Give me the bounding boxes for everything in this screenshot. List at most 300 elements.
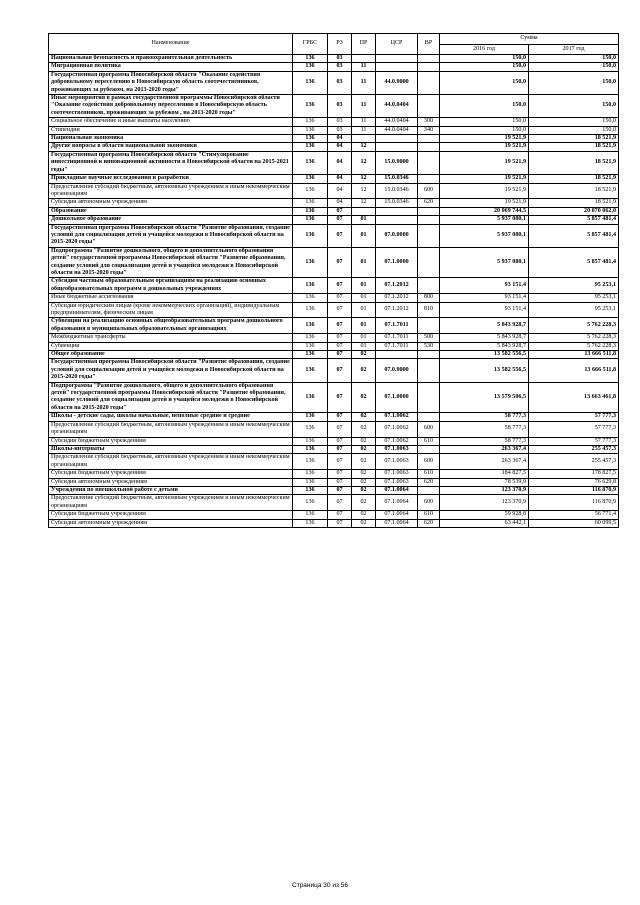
row-rz-cell: 07 <box>328 302 352 318</box>
row-pr-cell: 02 <box>352 413 376 421</box>
row-2016-value: 184 827,5 <box>440 470 529 478</box>
row-2017-value: 57 777,3 <box>529 437 619 445</box>
row-2017-value: 18 521,9 <box>529 143 619 151</box>
row-name-cell: Другие вопросы в области национальной экономики <box>49 143 293 151</box>
row-2016-value: 19 521,9 <box>440 151 529 174</box>
row-name-cell: Государственная программа Новосибирской области "Развитие образования, создание условий для социализации детей и учащейся молодежи в Новосибирской области на 2015-2020 годы" <box>49 224 293 247</box>
row-grbs-cell: 136 <box>293 454 328 470</box>
table-row <box>49 135 619 143</box>
row-csr-cell: 44.0.0404 <box>376 95 418 118</box>
row-grbs-cell: 136 <box>293 71 328 94</box>
row-name-cell: Предоставление субсидий бюджетным, автономным учреждениям и иным некоммерческим организациям <box>49 454 293 470</box>
row-csr-cell: 15.0.0346 <box>376 175 418 183</box>
row-2017-value: 56 771,4 <box>529 511 619 519</box>
row-name-cell: Подпрограмма "Развитие дошкольного, общего и дополнительного образования детей" государственной программы Новосибирской области "Развитие образования, создание условий для социализации детей и учащейся молодежи в Новосибирской области на 2015-2020 годы" <box>49 382 293 413</box>
row-2016-value: 13 579 506,5 <box>440 382 529 413</box>
row-rz-cell: 03 <box>328 126 352 134</box>
row-2016-value: 5 937 080,1 <box>440 247 529 278</box>
row-rz-cell: 07 <box>328 470 352 478</box>
row-name-cell: Прикладные научные исследования и разработки <box>49 175 293 183</box>
row-pr-cell: 02 <box>352 421 376 437</box>
row-2017-value: 5 857 481,4 <box>529 247 619 278</box>
row-pr-cell: 01 <box>352 278 376 294</box>
row-grbs-cell: 136 <box>293 126 328 134</box>
row-name-cell: Субсидии бюджетным учреждениям <box>49 511 293 519</box>
row-rz-cell: 07 <box>328 454 352 470</box>
row-name-cell: Государственная программа Новосибирской области "Стимулирование инвестиционной и инновационной активности в Новосибирской области на 2015-2021 годы" <box>49 151 293 174</box>
row-name-cell: Межбюджетные трансферты <box>49 334 293 342</box>
table-row <box>49 71 619 94</box>
row-vr-cell <box>418 359 440 382</box>
row-vr-cell: 600 <box>418 495 440 511</box>
row-2017-value: 150,0 <box>529 118 619 126</box>
table-row <box>49 183 619 199</box>
row-grbs-cell: 136 <box>293 413 328 421</box>
row-csr-cell: 44.0.0404 <box>376 126 418 134</box>
row-name-cell: Школы-интернаты <box>49 445 293 453</box>
row-2016-value: 93 151,4 <box>440 294 529 302</box>
row-2016-value: 19 521,9 <box>440 199 529 207</box>
row-pr-cell: 02 <box>352 351 376 359</box>
row-vr-cell <box>418 382 440 413</box>
row-csr-cell: 07.1.0063 <box>376 454 418 470</box>
row-grbs-cell: 136 <box>293 511 328 519</box>
row-rz-cell: 03 <box>328 118 352 126</box>
row-pr-cell: 01 <box>352 247 376 278</box>
row-2016-value: 63 442,1 <box>440 519 529 527</box>
row-vr-cell: 800 <box>418 294 440 302</box>
row-2016-value: 150,0 <box>440 126 529 134</box>
row-2016-value: 150,0 <box>440 63 529 71</box>
row-vr-cell <box>418 318 440 334</box>
row-vr-cell <box>418 351 440 359</box>
row-csr-cell: 07.1.7011 <box>376 342 418 350</box>
table-row <box>49 126 619 134</box>
row-2016-value: 150,0 <box>440 118 529 126</box>
row-2016-value: 150,0 <box>440 55 529 63</box>
row-name-cell: Государственная программа Новосибирской области "Оказание содействия добровольному переселению в Новосибирскую область соотечественников, проживающих за рубежом, на 2013-2020 годы" <box>49 71 293 94</box>
row-name-cell: Национальная безопасность и правоохранительная деятельность <box>49 55 293 63</box>
row-name-cell: Субсидии автономным учреждениям <box>49 478 293 486</box>
row-pr-cell: 01 <box>352 302 376 318</box>
row-grbs-cell: 136 <box>293 519 328 527</box>
row-vr-cell <box>418 224 440 247</box>
table-body <box>49 55 619 528</box>
row-rz-cell: 07 <box>328 437 352 445</box>
row-vr-cell: 610 <box>418 437 440 445</box>
row-name-cell: Субсидии автономным учреждениям <box>49 519 293 527</box>
row-vr-cell <box>418 216 440 224</box>
row-vr-cell <box>418 63 440 71</box>
table-row <box>49 278 619 294</box>
row-vr-cell: 340 <box>418 126 440 134</box>
row-2017-value: 95 253,1 <box>529 302 619 318</box>
row-pr-cell: 12 <box>352 183 376 199</box>
row-grbs-cell: 136 <box>293 495 328 511</box>
table-row <box>49 351 619 359</box>
row-2017-value: 116 870,9 <box>529 495 619 511</box>
row-2016-value: 58 777,3 <box>440 437 529 445</box>
row-pr-cell: 11 <box>352 71 376 94</box>
row-name-cell: Учреждения по внешкольной работе с детьми <box>49 486 293 494</box>
row-grbs-cell: 136 <box>293 207 328 215</box>
row-vr-cell: 610 <box>418 511 440 519</box>
row-rz-cell: 07 <box>328 495 352 511</box>
row-pr-cell: 01 <box>352 334 376 342</box>
row-2017-value: 18 521,9 <box>529 175 619 183</box>
row-pr-cell: 01 <box>352 224 376 247</box>
table-row <box>49 478 619 486</box>
row-csr-cell: 07.1.0000 <box>376 247 418 278</box>
row-csr-cell <box>376 207 418 215</box>
row-csr-cell: 07.1.7011 <box>376 318 418 334</box>
row-csr-cell: 15.0.0346 <box>376 199 418 207</box>
row-csr-cell: 07.1.0064 <box>376 486 418 494</box>
table-row <box>49 294 619 302</box>
table-row <box>49 216 619 224</box>
row-grbs-cell: 136 <box>293 224 328 247</box>
table-row <box>49 143 619 151</box>
table-row <box>49 175 619 183</box>
table-row <box>49 224 619 247</box>
row-rz-cell: 07 <box>328 216 352 224</box>
row-rz-cell: 07 <box>328 334 352 342</box>
row-2016-value: 123 370,9 <box>440 486 529 494</box>
row-pr-cell: 02 <box>352 486 376 494</box>
row-2017-value: 5 762 228,3 <box>529 318 619 334</box>
row-csr-cell: 07.1.2012 <box>376 278 418 294</box>
row-vr-cell: 300 <box>418 118 440 126</box>
row-2017-value: 13 666 511,8 <box>529 359 619 382</box>
row-csr-cell: 07.1.0062 <box>376 437 418 445</box>
row-grbs-cell: 136 <box>293 359 328 382</box>
table-row <box>49 247 619 278</box>
table-row <box>49 95 619 118</box>
row-2016-value: 78 539,9 <box>440 478 529 486</box>
row-rz-cell: 04 <box>328 151 352 174</box>
row-2016-value: 93 151,4 <box>440 302 529 318</box>
row-pr-cell <box>352 207 376 215</box>
table-row <box>49 302 619 318</box>
row-name-cell: Школы - детские сады, школы начальные, неполные средние и средние <box>49 413 293 421</box>
row-csr-cell: 07.0.0000 <box>376 359 418 382</box>
row-csr-cell: 07.1.2012 <box>376 302 418 318</box>
table-row <box>49 207 619 215</box>
row-grbs-cell: 136 <box>293 199 328 207</box>
row-grbs-cell: 136 <box>293 318 328 334</box>
row-grbs-cell: 136 <box>293 351 328 359</box>
row-name-cell: Стипендии <box>49 126 293 134</box>
row-2016-value: 19 521,9 <box>440 175 529 183</box>
row-vr-cell <box>418 95 440 118</box>
row-pr-cell: 01 <box>352 318 376 334</box>
table-row <box>49 55 619 63</box>
row-name-cell: Государственная программа Новосибирской области "Развитие образования, создание условий для социализации детей и учащейся молодежи в Новосибирской области на 2015-2020 годы" <box>49 359 293 382</box>
row-rz-cell: 07 <box>328 294 352 302</box>
row-2017-value: 150,0 <box>529 55 619 63</box>
row-rz-cell: 07 <box>328 351 352 359</box>
row-vr-cell <box>418 143 440 151</box>
row-2016-value: 20 069 744,5 <box>440 207 529 215</box>
row-rz-cell: 07 <box>328 224 352 247</box>
row-rz-cell: 07 <box>328 519 352 527</box>
table-row <box>49 413 619 421</box>
row-2017-value: 150,0 <box>529 63 619 71</box>
row-rz-cell: 07 <box>328 318 352 334</box>
table-row <box>49 118 619 126</box>
row-2016-value: 123 370,9 <box>440 495 529 511</box>
row-pr-cell: 02 <box>352 478 376 486</box>
row-2017-value: 18 521,9 <box>529 183 619 199</box>
row-grbs-cell: 136 <box>293 175 328 183</box>
row-csr-cell <box>376 135 418 143</box>
row-2016-value: 19 521,9 <box>440 135 529 143</box>
row-2016-value: 58 777,3 <box>440 413 529 421</box>
row-2017-value: 95 253,1 <box>529 294 619 302</box>
row-2017-value: 255 457,3 <box>529 445 619 453</box>
col-csr-header: ЦСР <box>376 34 418 55</box>
row-2017-value: 150,0 <box>529 126 619 134</box>
row-csr-cell: 07.1.0062 <box>376 413 418 421</box>
row-grbs-cell: 136 <box>293 63 328 71</box>
row-vr-cell: 600 <box>418 421 440 437</box>
table-row <box>49 63 619 71</box>
row-csr-cell: 15.0.0346 <box>376 183 418 199</box>
row-pr-cell: 02 <box>352 511 376 519</box>
row-rz-cell: 07 <box>328 511 352 519</box>
row-vr-cell: 610 <box>418 470 440 478</box>
row-grbs-cell: 136 <box>293 478 328 486</box>
col-2017-header: 2017 год <box>529 45 619 55</box>
table-row <box>49 359 619 382</box>
row-pr-cell: 01 <box>352 216 376 224</box>
row-2016-value: 93 151,4 <box>440 278 529 294</box>
row-csr-cell <box>376 351 418 359</box>
row-2017-value: 18 521,9 <box>529 135 619 143</box>
row-pr-cell: 02 <box>352 359 376 382</box>
row-vr-cell <box>418 445 440 453</box>
row-vr-cell: 810 <box>418 302 440 318</box>
row-name-cell: Иные мероприятия в рамках государственной программы Новосибирской области "Оказание содействия добровольному переселению в Новосибирскую область соотечественников, проживающих за рубежом , на 2013-2020 годы" <box>49 95 293 118</box>
row-2017-value: 57 777,3 <box>529 421 619 437</box>
table-row <box>49 199 619 207</box>
row-grbs-cell: 136 <box>293 421 328 437</box>
row-vr-cell <box>418 207 440 215</box>
row-2016-value: 13 582 556,5 <box>440 351 529 359</box>
table-row <box>49 519 619 527</box>
row-rz-cell: 04 <box>328 135 352 143</box>
row-2017-value: 150,0 <box>529 95 619 118</box>
row-pr-cell: 11 <box>352 63 376 71</box>
row-csr-cell <box>376 216 418 224</box>
col-grbs-header: ГРБС <box>293 34 328 55</box>
row-csr-cell: 07.1.0063 <box>376 470 418 478</box>
row-name-cell: Предоставление субсидий бюджетным, автономным учреждениям и иным некоммерческим организациям <box>49 495 293 511</box>
row-grbs-cell: 136 <box>293 143 328 151</box>
row-grbs-cell: 136 <box>293 334 328 342</box>
row-2016-value: 13 582 556,5 <box>440 359 529 382</box>
row-pr-cell: 02 <box>352 470 376 478</box>
row-rz-cell: 03 <box>328 55 352 63</box>
row-rz-cell: 07 <box>328 342 352 350</box>
row-grbs-cell: 136 <box>293 294 328 302</box>
row-2017-value: 18 521,9 <box>529 199 619 207</box>
table-row <box>49 445 619 453</box>
row-pr-cell: 12 <box>352 151 376 174</box>
row-2017-value: 95 253,1 <box>529 278 619 294</box>
row-2016-value: 59 928,8 <box>440 511 529 519</box>
row-2017-value: 5 857 481,4 <box>529 216 619 224</box>
row-rz-cell: 04 <box>328 175 352 183</box>
row-grbs-cell: 136 <box>293 118 328 126</box>
row-rz-cell: 07 <box>328 421 352 437</box>
row-2016-value: 5 937 080,1 <box>440 216 529 224</box>
row-csr-cell: 07.1.0063 <box>376 445 418 453</box>
row-name-cell: Образование <box>49 207 293 215</box>
row-rz-cell: 04 <box>328 143 352 151</box>
row-pr-cell: 11 <box>352 95 376 118</box>
row-vr-cell: 500 <box>418 334 440 342</box>
row-name-cell: Национальная экономика <box>49 135 293 143</box>
row-name-cell: Субвенции <box>49 342 293 350</box>
row-grbs-cell: 136 <box>293 382 328 413</box>
row-csr-cell <box>376 55 418 63</box>
row-rz-cell: 07 <box>328 486 352 494</box>
row-grbs-cell: 136 <box>293 470 328 478</box>
row-grbs-cell: 136 <box>293 437 328 445</box>
row-grbs-cell: 136 <box>293 216 328 224</box>
row-rz-cell: 07 <box>328 445 352 453</box>
row-vr-cell: 530 <box>418 342 440 350</box>
row-name-cell: Субсидии бюджетным учреждениям <box>49 437 293 445</box>
col-name-header: Наименование <box>49 34 293 55</box>
row-pr-cell <box>352 55 376 63</box>
row-2017-value: 20 070 062,0 <box>529 207 619 215</box>
row-name-cell: Предоставление субсидий бюджетным, автономным учреждениям и иным некоммерческим организациям <box>49 183 293 199</box>
row-vr-cell <box>418 247 440 278</box>
row-pr-cell: 11 <box>352 118 376 126</box>
row-2016-value: 150,0 <box>440 71 529 94</box>
row-vr-cell <box>418 55 440 63</box>
row-pr-cell: 02 <box>352 519 376 527</box>
row-csr-cell <box>376 143 418 151</box>
row-pr-cell: 02 <box>352 454 376 470</box>
row-pr-cell: 02 <box>352 495 376 511</box>
row-vr-cell: 600 <box>418 454 440 470</box>
row-2017-value: 150,0 <box>529 71 619 94</box>
row-vr-cell <box>418 278 440 294</box>
row-rz-cell: 07 <box>328 278 352 294</box>
row-2017-value: 13 666 511,8 <box>529 351 619 359</box>
row-2016-value: 263 367,4 <box>440 454 529 470</box>
col-vr-header: ВР <box>418 34 440 55</box>
row-rz-cell: 03 <box>328 71 352 94</box>
row-vr-cell <box>418 71 440 94</box>
row-2017-value: 5 762 228,3 <box>529 342 619 350</box>
row-csr-cell: 15.0.0000 <box>376 151 418 174</box>
row-grbs-cell: 136 <box>293 247 328 278</box>
row-rz-cell: 07 <box>328 247 352 278</box>
row-vr-cell <box>418 135 440 143</box>
row-rz-cell: 04 <box>328 199 352 207</box>
row-2017-value: 18 521,9 <box>529 151 619 174</box>
table-row <box>49 334 619 342</box>
row-rz-cell: 07 <box>328 359 352 382</box>
row-vr-cell <box>418 413 440 421</box>
row-grbs-cell: 136 <box>293 183 328 199</box>
row-pr-cell: 01 <box>352 294 376 302</box>
row-rz-cell: 07 <box>328 478 352 486</box>
row-csr-cell: 07.1.2012 <box>376 294 418 302</box>
row-2017-value: 5 857 481,4 <box>529 224 619 247</box>
row-name-cell: Подпрограмма "Развитие дошкольного, общего и дополнительного образования детей" государственной программы Новосибирской области "Развитие образования, создание условий для социализации детей и учащейся молодежи в Новосибирской области на 2015-2020 годы" <box>49 247 293 278</box>
row-2016-value: 5 843 928,7 <box>440 334 529 342</box>
row-2017-value: 57 777,3 <box>529 413 619 421</box>
row-2016-value: 5 937 080,1 <box>440 224 529 247</box>
col-2016-header: 2016 год <box>440 45 529 55</box>
row-csr-cell: 07.1.7011 <box>376 334 418 342</box>
row-grbs-cell: 136 <box>293 342 328 350</box>
row-csr-cell: 07.0.0000 <box>376 224 418 247</box>
table-row <box>49 486 619 494</box>
row-name-cell: Иные бюджетные ассигнования <box>49 294 293 302</box>
row-vr-cell: 600 <box>418 183 440 199</box>
row-pr-cell <box>352 135 376 143</box>
row-2017-value: 13 663 461,8 <box>529 382 619 413</box>
table-row <box>49 437 619 445</box>
budget-table <box>48 33 619 528</box>
row-rz-cell: 03 <box>328 95 352 118</box>
row-grbs-cell: 136 <box>293 486 328 494</box>
table-row <box>49 382 619 413</box>
table-row <box>49 151 619 174</box>
row-pr-cell: 12 <box>352 143 376 151</box>
row-vr-cell: 620 <box>418 519 440 527</box>
row-csr-cell <box>376 63 418 71</box>
row-grbs-cell: 136 <box>293 55 328 63</box>
row-2017-value: 60 099,5 <box>529 519 619 527</box>
row-rz-cell: 04 <box>328 183 352 199</box>
row-pr-cell: 12 <box>352 175 376 183</box>
row-name-cell: Субвенции на реализацию основных общеобразовательных программ дошкольного образования в муниципальных образовательных организациях <box>49 318 293 334</box>
row-rz-cell: 07 <box>328 413 352 421</box>
row-pr-cell: 02 <box>352 382 376 413</box>
row-csr-cell: 07.1.0063 <box>376 478 418 486</box>
row-grbs-cell: 136 <box>293 95 328 118</box>
row-csr-cell: 07.1.0064 <box>376 511 418 519</box>
row-csr-cell: 07.1.0062 <box>376 421 418 437</box>
table-row <box>49 421 619 437</box>
row-name-cell: Субсидии юридическим лицам (кроме некоммерческих организаций), индивидуальным предпринимателям, физическим лицам <box>49 302 293 318</box>
page-footer: Страница 30 из 56 <box>292 882 348 889</box>
row-2016-value: 263 367,4 <box>440 445 529 453</box>
table-row <box>49 454 619 470</box>
row-vr-cell <box>418 151 440 174</box>
row-name-cell: Предоставление субсидий бюджетным, автономным учреждениям и иным некоммерческим организациям <box>49 421 293 437</box>
row-name-cell: Социальное обеспечение и иные выплаты населению <box>49 118 293 126</box>
row-vr-cell: 620 <box>418 478 440 486</box>
row-csr-cell: 44.0.0000 <box>376 71 418 94</box>
row-2017-value: 255 457,3 <box>529 454 619 470</box>
row-2016-value: 5 843 928,7 <box>440 342 529 350</box>
row-2017-value: 76 629,8 <box>529 478 619 486</box>
row-rz-cell: 07 <box>328 382 352 413</box>
row-name-cell: Субсидии частным образовательным организациям на реализацию основных общеобразовательных программ в дошкольных учреждениях <box>49 278 293 294</box>
row-pr-cell: 02 <box>352 445 376 453</box>
row-2017-value: 5 762 228,3 <box>529 334 619 342</box>
row-name-cell: Общее образование <box>49 351 293 359</box>
table-row <box>49 470 619 478</box>
